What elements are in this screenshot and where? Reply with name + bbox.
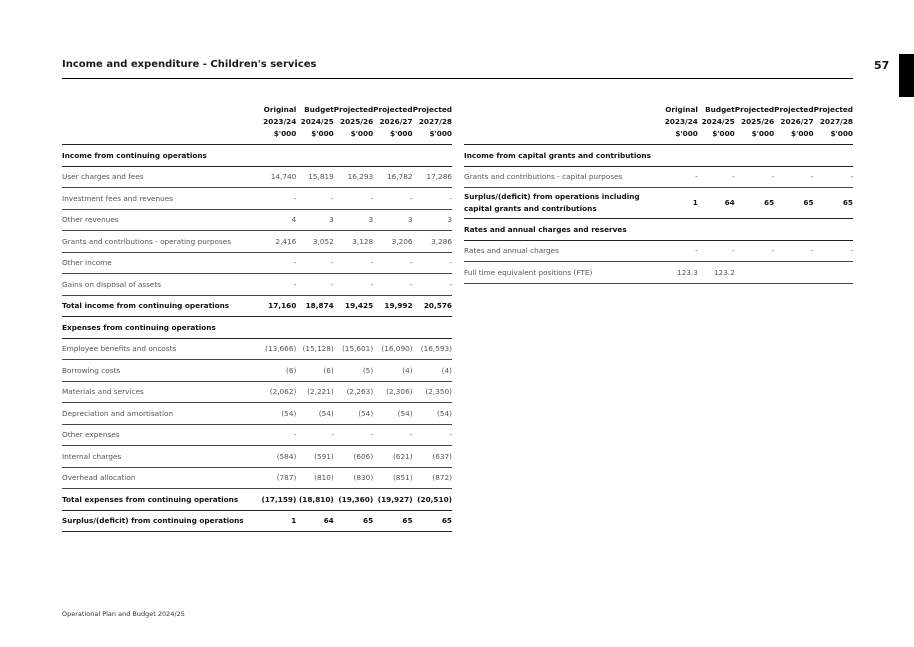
cell-value: 3 [296,209,333,231]
column-header: Original 2023/24 $'000 [259,104,296,145]
cell-value: (16,090) [373,338,412,360]
row-label: Expenses from continuing operations [62,317,259,339]
cell-value: - [698,240,735,262]
cell-value: 19,425 [334,295,373,317]
table-row [62,467,452,489]
column-header: Budget 2024/25 $'000 [698,104,735,145]
cell-value: - [373,424,412,446]
table-header-row [62,104,452,145]
cell-value: 19,992 [373,295,412,317]
cell-value: (2,263) [334,381,373,403]
cell-value: (15,601) [334,338,373,360]
cell-value: 17,286 [413,166,452,188]
column-header: Original 2023/24 $'000 [661,104,698,145]
cell-value: (591) [296,446,333,468]
column-header: Projected 2025/26 $'000 [334,104,373,145]
cell-value [334,145,373,167]
cell-value: (54) [373,403,412,425]
cell-value: 64 [296,510,333,532]
cell-value [774,145,813,167]
cell-value [814,262,853,284]
table-row [62,446,452,468]
table-row [62,381,452,403]
cell-value: 64 [698,188,735,219]
cell-value: 65 [334,510,373,532]
row-label: Income from continuing operations [62,145,259,167]
cell-value [259,317,296,339]
total-row [62,510,452,532]
table-row [62,209,452,231]
row-label: Materials and services [62,381,259,403]
row-label: Rates and annual charges and reserves [464,219,661,241]
cell-value: 3 [334,209,373,231]
cell-value [698,145,735,167]
cell-value: - [774,166,813,188]
section-header-row [464,145,853,167]
cell-value: (830) [334,467,373,489]
cell-value: (18,810) [296,489,333,511]
cell-value: - [296,252,333,274]
cell-value: 65 [413,510,452,532]
cell-value: - [259,188,296,210]
cell-value: (6) [259,360,296,382]
cell-value: 20,576 [413,295,452,317]
cell-value: - [334,252,373,274]
cell-value: (637) [413,446,452,468]
table-row [62,231,452,253]
cell-value: 123.3 [661,262,698,284]
cell-value: - [413,424,452,446]
cell-value: - [774,240,813,262]
cell-value: (606) [334,446,373,468]
cell-value [698,219,735,241]
column-header: Projected 2027/28 $'000 [814,104,853,145]
cell-value: 14,740 [259,166,296,188]
cell-value: 3 [413,209,452,231]
table-row [62,338,452,360]
cell-value: 15,819 [296,166,333,188]
cell-value: 17,160 [259,295,296,317]
cell-value: (6) [296,360,333,382]
cell-value: 2,416 [259,231,296,253]
cell-value: - [259,424,296,446]
cell-value: (584) [259,446,296,468]
cell-value [413,317,452,339]
cell-value: 18,874 [296,295,333,317]
row-label: Total expenses from continuing operations [62,489,259,511]
cell-value: (15,128) [296,338,333,360]
cell-value: 3,286 [413,231,452,253]
column-header: Budget 2024/25 $'000 [296,104,333,145]
footer-text: Operational Plan and Budget 2024/25 [62,610,185,618]
cell-value [413,145,452,167]
cell-value [373,317,412,339]
cell-value: 3,206 [373,231,412,253]
cell-value: - [814,166,853,188]
cell-value: (17,159) [259,489,296,511]
cell-value: (2,306) [373,381,412,403]
cell-value: - [413,274,452,296]
table-row [62,274,452,296]
cell-value: (4) [413,360,452,382]
cell-value: (621) [373,446,412,468]
row-label: Grants and contributions - operating purposes [62,231,259,253]
cell-value: - [413,188,452,210]
cell-value: 65 [774,188,813,219]
cell-value [735,219,774,241]
row-label: Rates and annual charges [464,240,661,262]
cell-value: (54) [296,403,333,425]
cell-value: (20,510) [413,489,452,511]
income-expenditure-table [62,104,452,532]
table-header-row [464,104,853,145]
column-header: Projected 2027/28 $'000 [413,104,452,145]
cell-value [334,317,373,339]
cell-value: - [735,166,774,188]
cell-value: (872) [413,467,452,489]
row-label: Income from capital grants and contributions [464,145,661,167]
cell-value [661,145,698,167]
page-number: 57 [874,59,890,72]
row-label: Full time equivalent positions (FTE) [464,262,661,284]
row-label: User charges and fees [62,166,259,188]
cell-value: 3,052 [296,231,333,253]
column-header: Projected 2026/27 $'000 [774,104,813,145]
cell-value: 65 [814,188,853,219]
row-label: Grants and contributions - capital purposes [464,166,661,188]
cell-value [296,145,333,167]
cell-value: (851) [373,467,412,489]
section-header-row [464,219,853,241]
table-row [62,252,452,274]
cell-value: 16,782 [373,166,412,188]
total-row [62,489,452,511]
table-row [62,166,452,188]
section-header-row [62,145,452,167]
table-row [62,403,452,425]
cell-value: - [661,240,698,262]
left-table-body [62,145,452,532]
section-header-row [62,317,452,339]
table-row [62,188,452,210]
row-label: Depreciation and amortisation [62,403,259,425]
table-row [62,360,452,382]
cell-value: (19,927) [373,489,412,511]
cell-value: 16,293 [334,166,373,188]
cell-value: - [814,240,853,262]
cell-value: - [296,274,333,296]
cell-value: (16,593) [413,338,452,360]
table-row [464,262,853,284]
cell-value: 3,128 [334,231,373,253]
row-label: Other expenses [62,424,259,446]
cell-value: (2,062) [259,381,296,403]
cell-value: - [373,188,412,210]
cell-value: 3 [373,209,412,231]
cell-value [373,145,412,167]
row-label: Total income from continuing operations [62,295,259,317]
cell-value: (19,360) [334,489,373,511]
cell-value [774,219,813,241]
column-header: Projected 2025/26 $'000 [735,104,774,145]
cell-value [296,317,333,339]
row-label: Surplus/(deficit) from continuing operations [62,510,259,532]
cell-value: - [334,424,373,446]
row-label: Borrowing costs [62,360,259,382]
cell-value: - [373,274,412,296]
cell-value [735,145,774,167]
cell-value: (54) [413,403,452,425]
cell-value: (787) [259,467,296,489]
cell-value: - [334,188,373,210]
cell-value: (54) [334,403,373,425]
cell-value: 123.2 [698,262,735,284]
table-row [62,424,452,446]
right-table-body [464,145,853,284]
cell-value: - [334,274,373,296]
table-row [464,240,853,262]
capital-reserves-table [464,104,853,284]
cell-value: (2,350) [413,381,452,403]
cell-value: - [296,188,333,210]
cell-value [814,219,853,241]
cell-value: - [259,274,296,296]
cell-value [661,219,698,241]
cell-value: (5) [334,360,373,382]
cell-value: - [373,252,412,274]
cell-value [774,262,813,284]
cell-value: 65 [735,188,774,219]
row-label: Investment fees and revenues [62,188,259,210]
row-label: Gains on disposal of assets [62,274,259,296]
cell-value: 65 [373,510,412,532]
row-label: Other revenues [62,209,259,231]
cell-value: (13,666) [259,338,296,360]
row-label: Surplus/(deficit) from operations including capital grants and contributions [464,188,661,219]
page-tab-marker [899,54,914,97]
cell-value: - [661,166,698,188]
total-row [464,188,853,219]
column-header: Projected 2026/27 $'000 [373,104,412,145]
page-title: Income and expenditure - Children's services [62,59,317,70]
table-row [464,166,853,188]
cell-value: (4) [373,360,412,382]
total-row [62,295,452,317]
cell-value: (54) [259,403,296,425]
cell-value: - [296,424,333,446]
cell-value: 4 [259,209,296,231]
cell-value [735,262,774,284]
row-label: Other income [62,252,259,274]
title-divider [62,78,853,79]
row-label: Internal charges [62,446,259,468]
cell-value: (2,221) [296,381,333,403]
row-label: Overhead allocation [62,467,259,489]
cell-value: - [259,252,296,274]
row-label: Employee benefits and oncosts [62,338,259,360]
cell-value: 1 [259,510,296,532]
cell-value: 1 [661,188,698,219]
cell-value [814,145,853,167]
cell-value: - [413,252,452,274]
cell-value: - [698,166,735,188]
cell-value: (810) [296,467,333,489]
cell-value [259,145,296,167]
cell-value: - [735,240,774,262]
